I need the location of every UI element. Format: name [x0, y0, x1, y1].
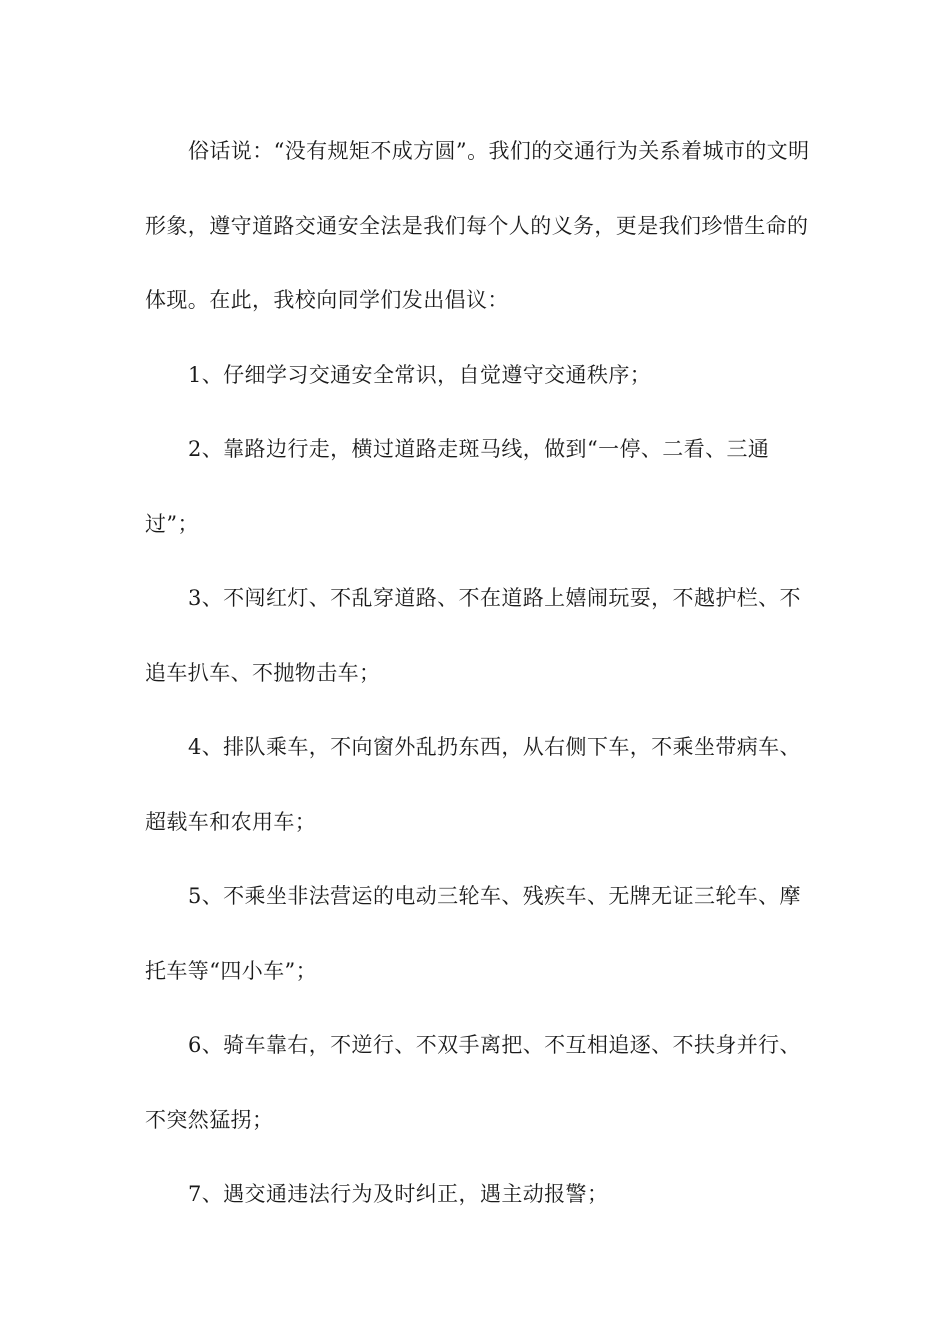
paragraph-intro: 俗话说：“没有规矩不成方圆”。我们的交通行为关系着城市的文明形象，遵守道路交通安全法是我们每个人的义务，更是我们珍惜生命的体现。在此，我校向同学们发出倡议： [145, 139, 810, 312]
paragraph-item-3: 3、不闯红灯、不乱穿道路、不在道路上嬉闹玩耍，不越护栏、不追车扒车、不抛物击车； [145, 586, 801, 685]
paragraph-item-4: 4、排队乘车，不向窗外乱扔东西，从右侧下车，不乘坐带病车、超载车和农用车； [145, 735, 801, 834]
paragraph-item-6: 6、骑车靠右，不逆行、不双手离把、不互相追逐、不扶身并行、不突然猛拐； [145, 1033, 801, 1132]
paragraph-item-7: 7、遇交通违法行为及时纠正，遇主动报警； [188, 1182, 609, 1206]
paragraph-item-5: 5、不乘坐非法营运的电动三轮车、残疾车、无牌无证三轮车、摩托车等“四小车”； [145, 884, 801, 983]
document-body [145, 114, 810, 1232]
paragraph-item-2: 2、靠路边行走，横过道路走斑马线，做到“一停、二看、三通过”； [145, 437, 770, 536]
paragraph-item-1: 1、仔细学习交通安全常识，自觉遵守交通秩序； [188, 362, 652, 387]
